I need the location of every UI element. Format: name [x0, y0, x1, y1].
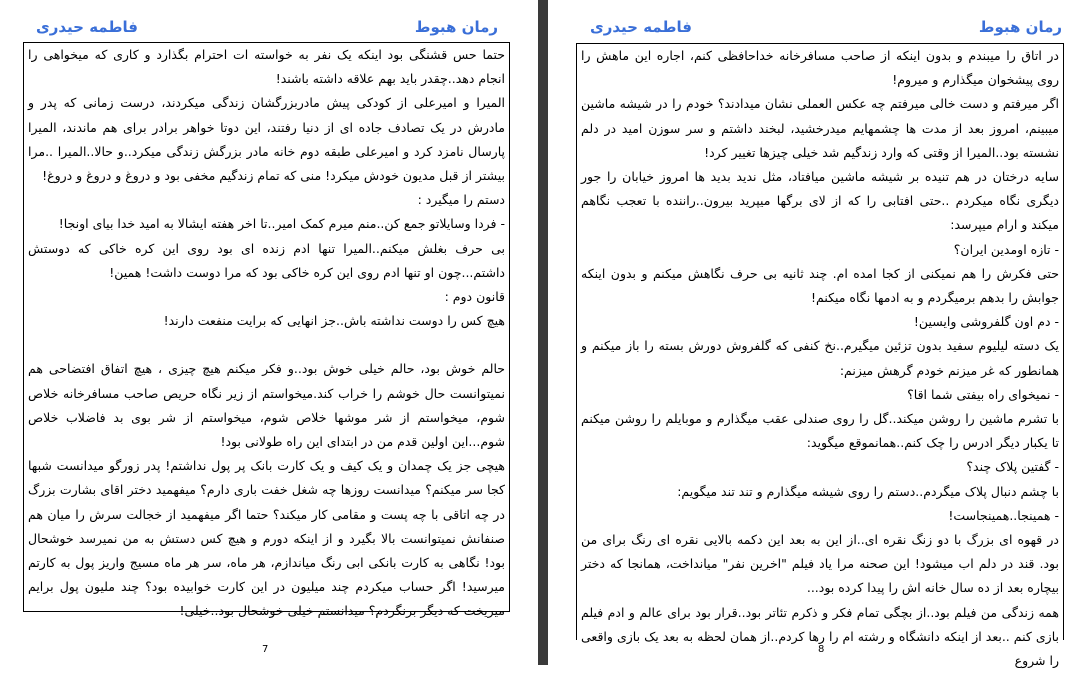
paragraph: - فردا وسایلاتو جمع کن..منم میرم کمک امیر..تا اخر هفته ایشالا به امید خدا بیای اونجا! [58, 216, 505, 232]
paragraph: حالم خوش بود، حالم خیلی خوش بود..و فکر میکنم هیچ چیزی ، هیچ اتفاق افتضاحی هم نمیتوانست حال خوشم را خراب کند.میخواستم از زیر نگاه حریص صاحب مسافرخانه خلاص شوم، میخواستم از شر موشها خلاص شوم، میخواستم از شر بوی بد فاضلاب خلاص شوم...این اولین قدم من در ابتدای این راه طولانی بود! [28, 361, 505, 450]
paragraph: با تشرم ماشین را روشن میکند..گل را روی صندلی عقب میگذارم و موبایلم را روشن میکنم تا یکبار دیگر ادرس را چک کنم..همانموقع میگوید: [581, 411, 1059, 451]
paragraph: اگر میرفتم و دست خالی میرفتم چه عکس العملی نشان میدادند؟ خودم را در شیشه ماشین میبینم، امروز بعد از مدت ها چشمهایم میدرخشید، لبخند داشتم و سر سوزن امید در دلم نشسته بود..المیرا از وقتی که وارد زندگیم شد خیلی چیزها تغییر کرد! [581, 96, 1059, 160]
paragraph [24, 333, 509, 357]
paragraph: سایه درختان در هم تنیده بر شیشه ماشین میافتاد، مثل ندید بدید ها امروز خیابان را جور دیگری نگاه میکردم ..حتی افتابی را که از لای برگها میپرید بیرون..راننده با تعجب نگاهم میکند و ارام میپرسد: [581, 169, 1059, 233]
left-page-number: 7 [262, 644, 269, 655]
paragraph: قانون دوم : [444, 289, 505, 305]
paragraph: هیچی جز یک چمدان و یک کیف و یک کارت بانک پر پول نداشتم! پدر زورگو میدانست شبها کجا سر میکنم؟ میدانست روزها چه شغل خفت باری دارم؟ میفهمید دختر اقای بشارت بزرگ در چه اتاقی با چه پست و مقامی کار میکند؟ حتما اگر میفهمید از خجالت سرش را میان هم صنفانش نمیتوانست بالا بگیرد و از اینکه دورم و هیچ کس دستش به من نمیرسد خوشحال بود! نگاهی به کارت بانکی ابی رنگ میاندازم، هر ماه، سر هر ماه مسیج واریز پول به کارتم میرسید! اگر حساب میکردم چند میلیون در این کارت خوابیده بود؟ چند ملیون پول برایم میریخت که دیگر برنگردم؟ میدانستم خیلی خوشحال بود..خیلی! [28, 458, 505, 619]
left-header-title: رمان هبوط [414, 18, 498, 36]
right-header-title: رمان هبوط [978, 18, 1062, 36]
paragraph: با چشم دنبال پلاک میگردم..دستم را روی شیشه میگذارم و تند تند میگویم: [677, 483, 1059, 499]
paragraph: حتما حس قشنگی بود اینکه یک نفر به خواسته ات احترام بگذارد و کاری که میخواهی را انجام دهد..چقدر باید بهم علاقه داشته باشند! [28, 47, 505, 87]
paragraph: همه زندگی من فیلم بود..از بچگی تمام فکر و ذکرم تئاتر بود..قرار بود برای عالم و ادم فیلم بازی کنم ..بعد از اینکه دانشگاه و رشته ام را رها کردم..از همان لحظه به بعد یک بازی واقعی را شروع [581, 604, 1059, 669]
paragraph: در اتاق را میبندم و بدون اینکه از صاحب مسافرخانه خداحافظی کنم، اجاره این ماهش را روی پیشخوان میگذارم و میروم! [581, 48, 1059, 88]
book-spine [538, 0, 548, 665]
paragraph: - دم اون گلفروشی وایسین! [913, 314, 1059, 330]
left-text-frame [23, 42, 510, 619]
left-header-author: فاطمه حیدری [36, 18, 138, 36]
paragraph: - نمیخوای راه بیفتی شما اقا؟ [907, 386, 1059, 402]
paragraph: المیرا و امیرعلی از کودکی پیش مادربزرگشان زندگی میکردند، درست زمانی که پدر و مادرش در یک تصادف جاده ای از دنیا رفتند، این دوتا خواهر برادر برای هم ماندند، المیرا پارسال نامزد کرد و امیرعلی طبقه دوم خانه مادر بزرگش زندگی میکرد..و حالا..المیرا ..مرا بیشتر از قبل مدیون خودش میکرد! منی که تمام زندگیم مخفی بود و دروغ و دروغ و دروغ! [28, 95, 505, 184]
right-page [548, 0, 1068, 669]
paragraph: بی حرف بغلش میکنم..المیرا تنها ادم زنده ای بود روی این کره خاکی که دوستش داشتم...چون او تنها ادم روی این کره خاکی بود که مرا دوست داشت! همین! [28, 240, 505, 280]
paragraph: حتی فکرش را هم نمیکنی از کجا امده ام. چند ثانیه بی حرف نگاهش میکنم و بدون اینکه جوابش را بدهم برمیگردم و به ادمها نگاه میکنم! [581, 265, 1059, 306]
right-page-number: 8 [818, 644, 825, 655]
paragraph: - همینجا..همینجاست! [948, 507, 1059, 523]
left-page [0, 0, 538, 665]
paragraph: - تازه اومدین ایران؟ [953, 241, 1059, 257]
right-header-author: فاطمه حیدری [590, 18, 692, 36]
right-text-frame [576, 43, 1064, 669]
paragraph: یک دسته لیلیوم سفید بدون تزئین میگیرم..نخ کنفی که گلفروش دورش بسته را باز میکنم و همانطور که غر میزنم خودم گرهش میزنم: [581, 338, 1059, 378]
paragraph: هیچ کس را دوست نداشته باش..جز انهایی که برایت منفعت دارند! [163, 313, 505, 329]
paragraph: - گفتین پلاک چند؟ [966, 459, 1059, 475]
paragraph: دستم را میگیرد : [417, 192, 505, 208]
paragraph: در قهوه ای بزرگ با دو زنگ نقره ای..از این به بعد این دکمه بالایی نقره ای رنگ برای من بود. قند در دلم اب میشود! این صحنه مرا یاد فیلم "اخرین نفر" میانداخت، همانجا که دختر بیچاره بعد از ده سال خانه اش را پیدا کرده بود... [581, 532, 1059, 596]
